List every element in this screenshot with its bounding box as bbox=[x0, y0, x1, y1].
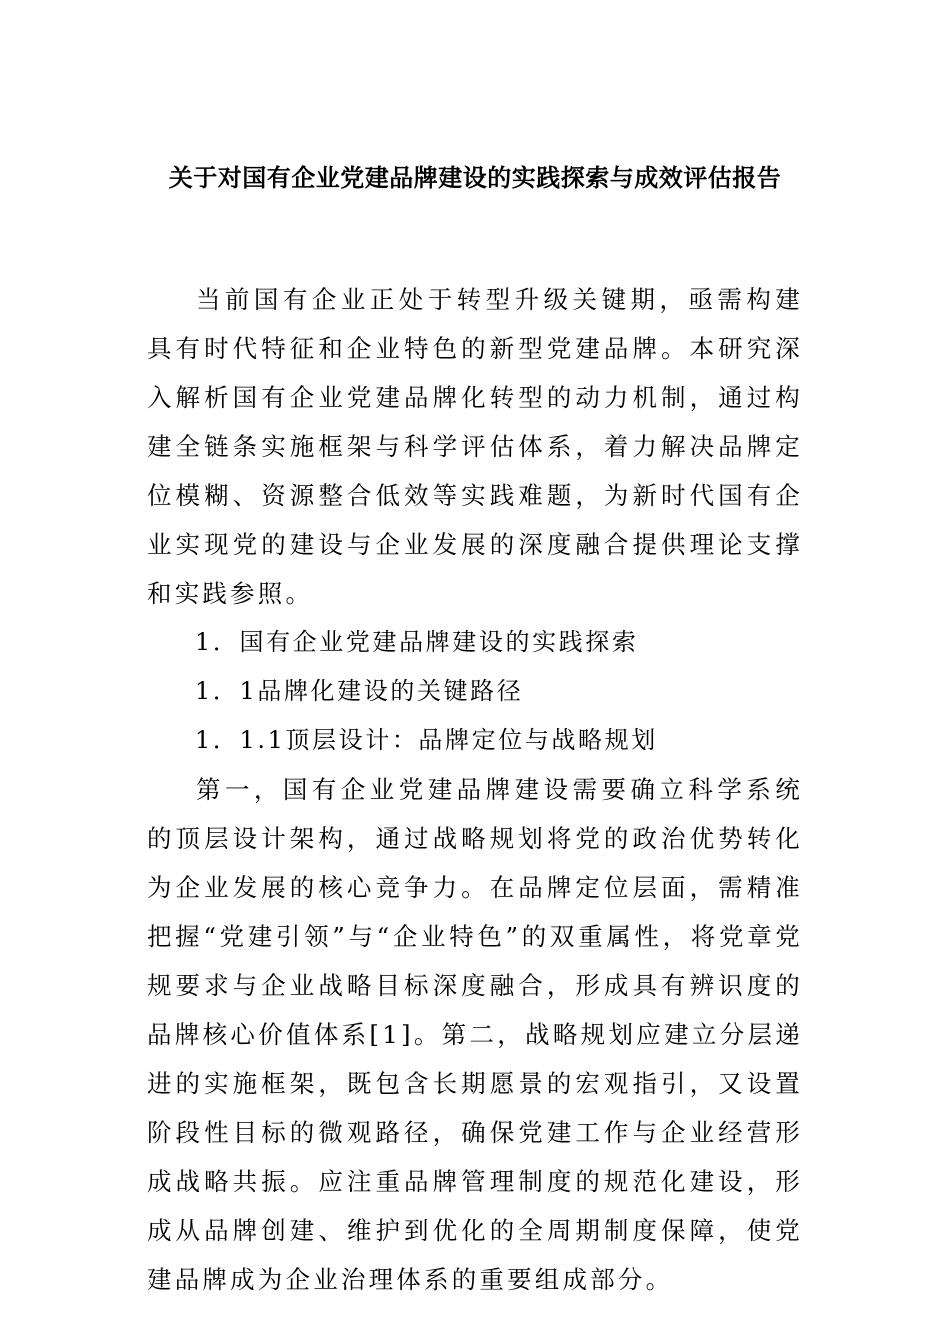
document-title: 关于对国有企业党建品牌建设的实践探索与成效评估报告 bbox=[168, 163, 782, 192]
body-paragraph-1: 第一，国有企业党建品牌建设需要确立科学系统的顶层设计架构，通过战略规划将党的政治优势转化为企业发展的核心竞争力。在品牌定位层面，需精准把握“党建引领”与“企业特色”的双重属性，将党章党规要求与企业战略目标深度融合，形成具有辨识度的品牌核心价值体系[1]。第二，战略规划应建立分层递进的实施框架，既包含长期愿景的宏观指引，又设置阶段性目标的微观路径，确保党建工作与企业经营形成战略共振。应注重品牌管理制度的规范化建设，形成从品牌创建、维护到优化的全周期制度保障，使党建品牌成为企业治理体系的重要组成部分。 bbox=[147, 775, 803, 1294]
intro-paragraph: 当前国有企业正处于转型升级关键期，亟需构建具有时代特征和企业特色的新型党建品牌。本研究深入解析国有企业党建品牌化转型的动力机制，通过构建全链条实施框架与科学评估体系，着力解决品牌定位模糊、资源整合低效等实践难题，为新时代国有企业实现党的建设与企业发展的深度融合提供理论支撑和实践参照。 bbox=[147, 285, 803, 608]
document-body bbox=[147, 275, 803, 1304]
section-heading-1-1-1: 1．1.1顶层设计：品牌定位与战略规划 bbox=[195, 726, 658, 754]
section-heading-1-1: 1．1品牌化建设的关键路径 bbox=[195, 677, 524, 705]
section-heading-1: 1．国有企业党建品牌建设的实践探索 bbox=[195, 628, 639, 656]
